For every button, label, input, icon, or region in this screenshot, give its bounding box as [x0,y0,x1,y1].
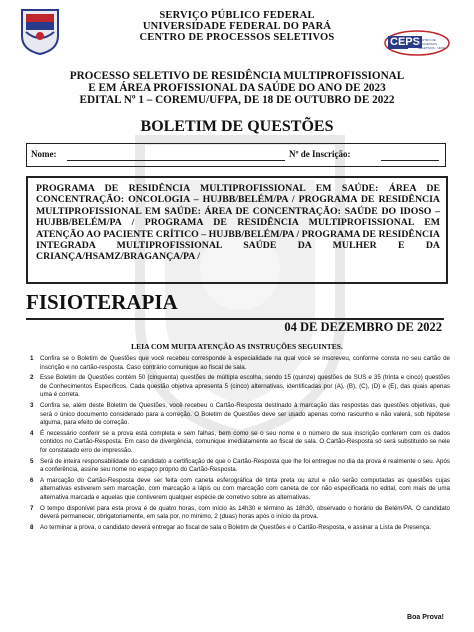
instruction-item [30,505,450,522]
instruction-number: 4 [30,429,34,437]
inscricao-label: Nº de Inscrição: [289,149,351,159]
instruction-item [30,477,450,503]
instruction-text: Confira se o Boletim de Questões que você recebeu corresponde à especialidade na qual você se inscreveu, conforme consta no seu cartão de inscrição e no cartão-resposta. Caso contrário comunique ao fiscal de sala. [40,355,450,371]
instruction-text: Esse Boletim de Questões contém 50 (cinquenta) questões de múltipla escolha, sendo 15 (quinze) questões de SUS e 35 (trinta e cinco) questões de Conhecimentos Específicos. Cada questão objetiva apresenta 5 (cinco) alternativas, identificadas por (A), (B), (C), (D) e (E), das quais apenas uma é correta. [40,374,450,399]
instruction-text: A marcação do Cartão-Resposta deve ser feita com caneta esferográfica de tinta preta ou azul e não serão computadas as questões cujas alternativas estiverem sem marcação, com marcação a lápis ou com marcação com caneta de cor não especificada no edital, com mais de uma alternativa marcada e aquelas que contiverem qualquer espécie de corretivo sobre as alternativas. [40,476,450,501]
header-line-2: UNIVERSIDADE FEDERAL DO PARÁ [142,21,332,32]
ceps-logo-subtext: CENTRO DE PROCESSOS SELETIVOS · UFPA [418,38,446,50]
ceps-logo-text: CEPS [390,36,420,48]
instruction-text: Ao terminar a prova, o candidato deverá entregar ao fiscal de sala o Boletim de Questões e o Cartão-Resposta, e assinar a Lista de Presença. [40,523,432,531]
instruction-item [30,524,450,533]
instruction-number: 5 [30,457,34,465]
instructions-list [30,355,450,534]
process-line-3: EDITAL Nº 1 – COREMU/UFPA, DE 18 DE OUTUBRO DE 2022 [79,94,395,106]
instruction-number: 2 [30,374,34,382]
instruction-number: 3 [30,401,34,409]
exam-date: 04 DE DEZEMBRO DE 2022 [284,320,442,334]
ceps-logo [384,30,450,56]
instruction-item [30,430,450,456]
instruction-text: Será de inteira responsabilidade do candidato a certificação de que o Cartão-Resposta que lhe foi entregue no dia da prova é realmente o seu. Após a conferência, assine seu nome no espaço próprio do Cartão-Resposta. [40,457,450,474]
header-line-3: CENTRO DE PROCESSOS SELETIVOS [139,32,335,43]
instruction-item [30,458,450,475]
instruction-text: Confira se, além deste Boletim de Questões, você recebeu o Cartão-Resposta destinado à marcação das respostas das questões objetivas, que será o único documento considerado para a correção. O Boletim de Questões deve ser usado apenas como rascunho e não valerá, sob hipótese alguma, para efeito de correção. [40,401,450,427]
instruction-text: O tempo disponível para esta prova é de quatro horas, com início às 14h30 e término às 18h30, observado o horário de Belém/PA. O candidato deverá permanecer, obrigatoriamente, em sala por, no mínimo, 2 (duas) horas após o início da prova. [40,504,450,521]
instruction-number: 8 [30,523,34,531]
program-box [26,176,448,284]
instructions-title: LEIA COM MUITA ATENÇÃO AS INSTRUÇÕES SEGUINTES. [131,342,343,351]
name-label: Nome: [31,149,57,159]
process-heading [0,70,474,106]
page-title: BOLETIM DE QUESTÕES [140,118,334,135]
instruction-item [30,402,450,428]
instruction-number: 6 [30,476,34,484]
inscricao-field-line[interactable] [381,160,439,161]
instruction-number: 7 [30,504,34,512]
name-field-line[interactable] [67,160,285,161]
instruction-number: 1 [30,355,34,362]
process-line-1: PROCESSO SELETIVO DE RESIDÊNCIA MULTIPROFISSIONAL [69,70,405,82]
program-description: PROGRAMA DE RESIDÊNCIA MULTIPROFISSIONAL EM SAÚDE: ÁREA DE CONCENTRAÇÃO: ONCOLOGIA – HUJBB/BELÉM/PA / PROGRAMA DE RESIDÊNCIA MULTIPROFISSIONAL EM SAÚDE: ÁREA DE CONCENTRAÇÃO: SAÚDE DO IDOSO – HUJBB/BELÉM/PA / PROGRAMA DE RESIDÊNCIA MULTIPROFISSIONAL EM ATENÇÃO AO PACIENTE CRÍTICO – HUJBB/BELÉM/PA / PROGRAMA DE RESIDÊNCIA INTEGRADA MULTIPROFISSIONAL SAÚDE DA MULHER E DA CRIANÇA/HSAMZ/BRAGANÇA/PA / [36,183,440,263]
instruction-item [30,374,450,400]
header-line-1: SERVIÇO PÚBLICO FEDERAL [159,10,315,21]
instruction-item [30,355,450,372]
closing-text: Boa Prova! [407,614,444,621]
subject-title: FISIOTERAPIA [26,290,178,314]
candidate-info-box [26,143,446,167]
instruction-text: É necessário conferir se a prova está completa e sem falhas, bem como se o seu nome e o número de sua inscrição conferem com os dados contidos no Cartão-Resposta. Em caso de divergência, comunique imediatamente ao fiscal de sala. O Cartão-Resposta só será substituído se nele for constatado erro de impressão. [40,429,450,454]
process-line-2: E EM ÁREA PROFISSIONAL DA SAÚDE DO ANO DE 2023 [88,82,386,94]
